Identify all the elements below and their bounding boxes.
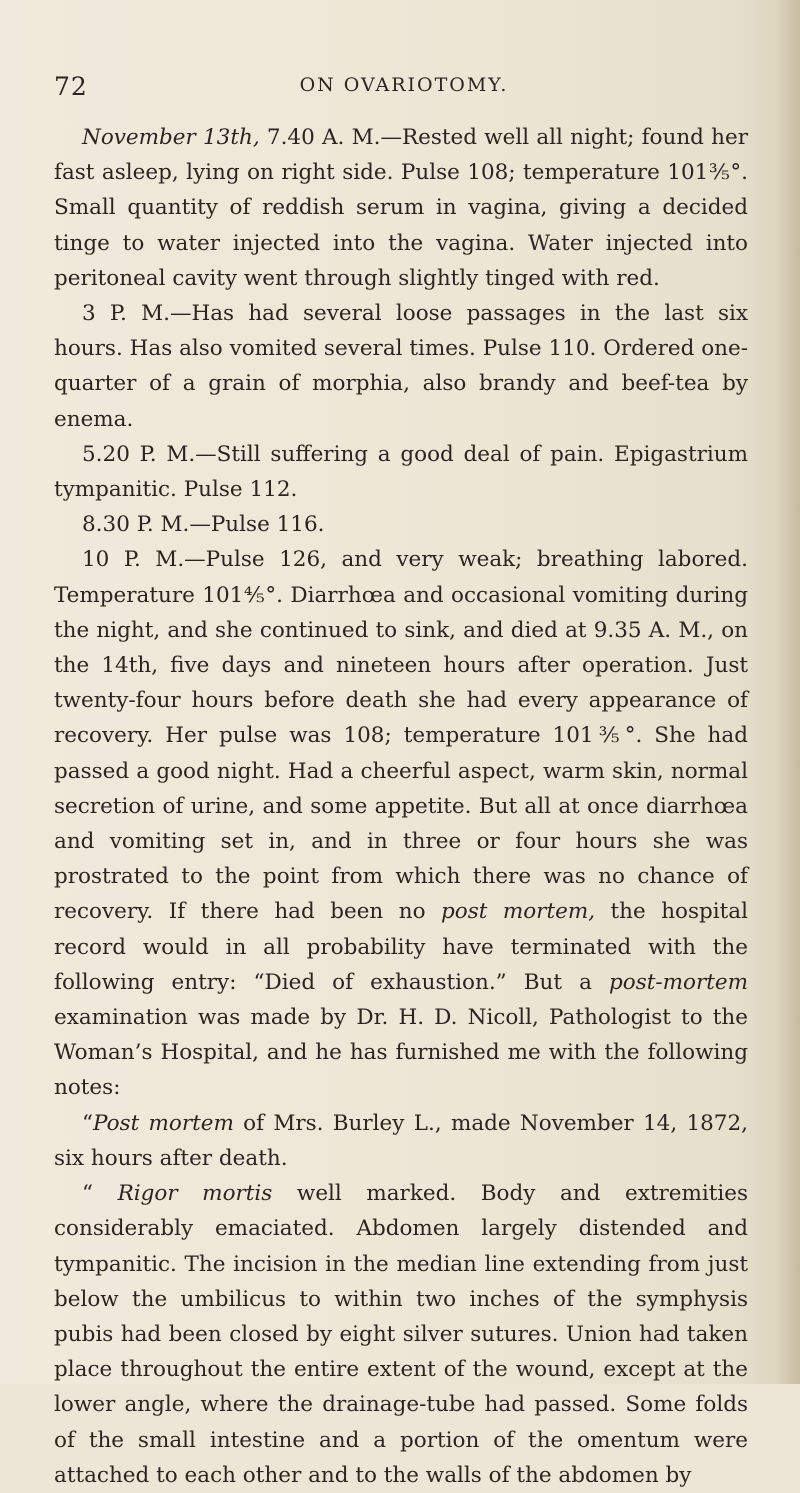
running-head bbox=[54, 72, 754, 106]
paragraph-text: —Has had several loose passages in the last six hours. Has also vomited several times. Pulse 110. Ordered one-quarter of a grain of morphia, also brandy and beef-tea by enema. bbox=[54, 301, 748, 432]
time-stamp: 5.20 P. M. bbox=[82, 441, 196, 467]
paragraph-text: —Pulse 126, and very weak; breathing labored. Temperature 101⅘°. Diarrhœa and occasional vomiting during the night, and she continued to sink, and died at 9.35 A. M., on the 14th, five days and nineteen hours after operation. Just twenty-four hours before death she had every appearance of recovery. Her pulse was 108; temperature 101⅗°. She had passed a good night. Had a cheerful aspect, warm skin, normal secretion of urine, and some appetite. But all at once diarrhœa and vomiting set in, and in three or four hours she was prostrated to the point from which there was no chance of recovery. If there had been no bbox=[54, 547, 748, 925]
italic-phrase: Post mortem bbox=[93, 1110, 234, 1136]
time-stamp: 10 P. M. bbox=[82, 547, 185, 573]
italic-phrase: Rigor mortis bbox=[117, 1181, 273, 1207]
paragraph-nov-13 bbox=[54, 120, 748, 296]
date-lead: November 13th, bbox=[82, 125, 260, 150]
page-edge-shadow bbox=[778, 0, 800, 1384]
paragraph-10pm bbox=[54, 542, 748, 1105]
paragraph-text: —Pulse 116. bbox=[189, 512, 325, 538]
italic-phrase: post-mortem bbox=[608, 969, 748, 995]
paragraph-text: —Still suffering a good deal of pain. Epigastrium tympanitic. Pulse 112. bbox=[54, 441, 748, 503]
paragraph-post-mortem bbox=[54, 1106, 748, 1176]
paragraph-830pm bbox=[54, 507, 748, 542]
page-number: 72 bbox=[54, 72, 88, 101]
paragraph-3pm bbox=[54, 296, 748, 437]
time-stamp: 8.30 P. M. bbox=[82, 512, 190, 538]
paragraph-rigor-mortis bbox=[54, 1176, 748, 1493]
open-quote: “ bbox=[82, 1181, 118, 1207]
paragraph-text: the hospital record would in all probability have terminated with the following entry: “Died of exhaustion.” But a bbox=[54, 899, 748, 995]
paragraph-text: examination was made by Dr. H. D. Nicoll, Pathologist to the Woman’s Hospital, and he has furnished me with the following notes: bbox=[54, 1005, 748, 1101]
italic-phrase: post mortem, bbox=[441, 899, 596, 925]
running-title: ON OVARIOTOMY. bbox=[299, 74, 509, 96]
paragraph-text: well marked. Body and extremities considerably emaciated. Abdomen largely distended and tympanitic. The incision in the median line extending from just below the umbilicus to within two inches of the symphysis pubis had been closed by eight silver sutures. Union had taken place throughout the entire extent of the wound, except at the lower angle, where the drainage-tube had passed. Some folds of the small intestine and a portion of the omentum were attached to each other and to the walls of the abdomen by bbox=[54, 1181, 748, 1488]
open-quote: “ bbox=[82, 1110, 93, 1136]
paragraph-text: of Mrs. Burley L., made November 14, 1872, six hours after death. bbox=[54, 1110, 748, 1171]
body-text bbox=[54, 120, 748, 1493]
paragraph-520pm bbox=[54, 437, 748, 507]
time-stamp: 3 P. M. bbox=[82, 301, 170, 327]
time-stamp: 7.40 A. M. bbox=[266, 125, 381, 150]
paragraph-text: —Rested well all night; found her fast asleep, lying on right side. Pulse 108; temperature 101⅗°. Small quantity of reddish serum in vagina, giving a decided tinge to water injected into the vagina. Water injected into peritoneal cavity went through slightly tinged with red. bbox=[54, 125, 749, 291]
